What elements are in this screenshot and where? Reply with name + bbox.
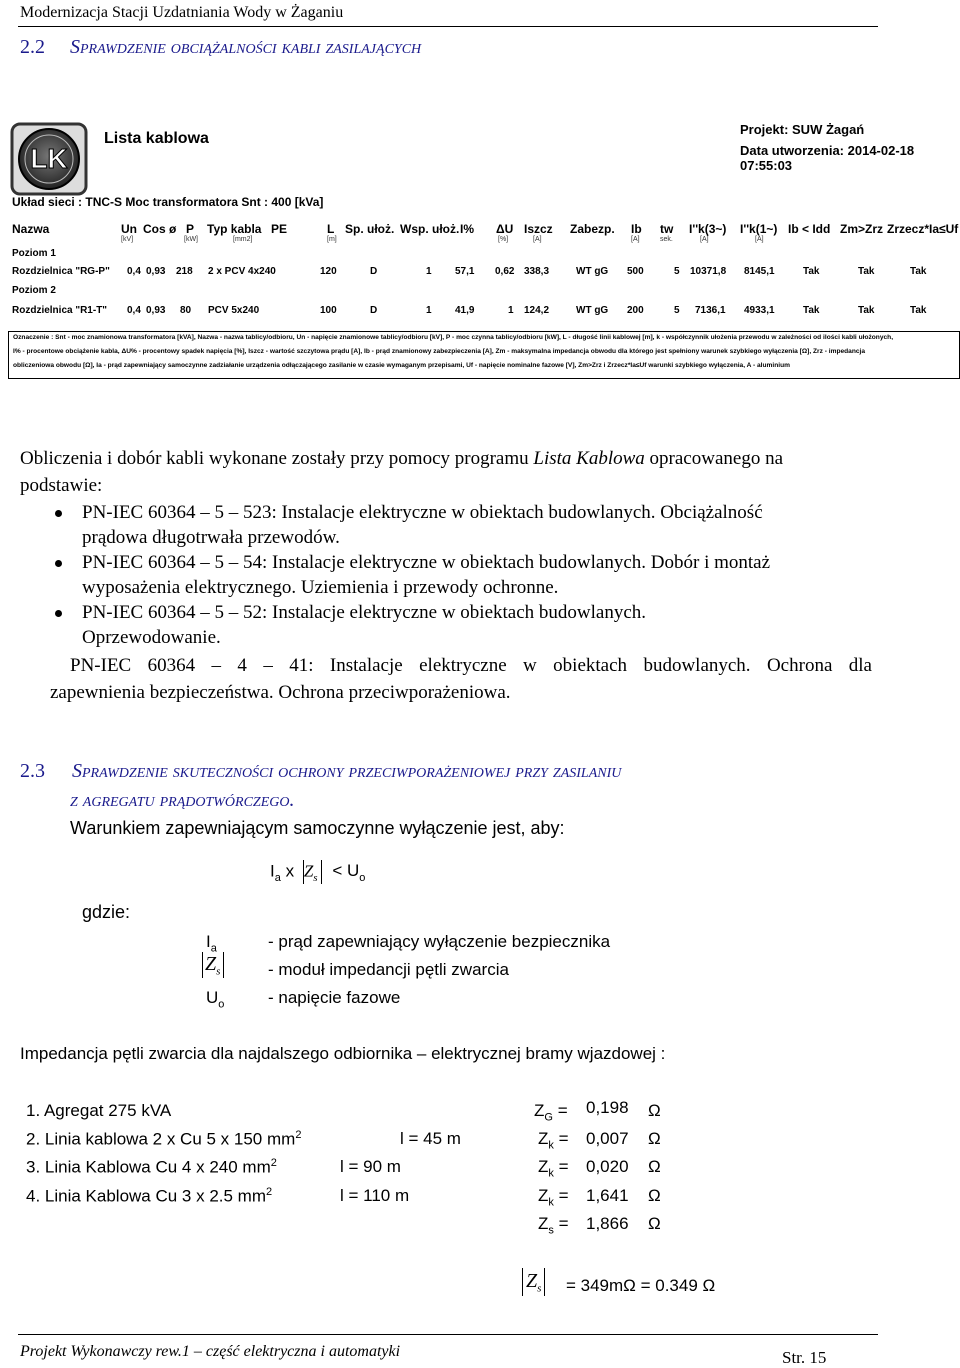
col-cos: Cos ø: [143, 222, 177, 236]
report-network-system: Układ sieci : TNC-S Moc transformatora Snt : 400 [kVa]: [12, 195, 324, 209]
col-wsp-uloz: Wsp. ułoż.: [400, 222, 460, 236]
row2-ipct: 41,9: [455, 305, 475, 316]
unit-tw: sek.: [660, 236, 673, 243]
intro-paragraph: [20, 446, 880, 472]
item-4-z-sub: k: [548, 1196, 554, 1209]
formula-x: x: [285, 861, 295, 881]
final-z-sub: s: [537, 1282, 542, 1295]
standard-523-line-2: prądowa długotrwała przewodów.: [82, 527, 340, 548]
row1-wsp: 1: [426, 266, 432, 277]
row1-cable: 2 x PCV 4x240: [208, 266, 276, 277]
zs-bar-right: [223, 952, 224, 978]
col-un: Un: [121, 222, 137, 236]
formula-i-sub: a: [274, 871, 281, 884]
item-3-z-symbol: Z: [538, 1157, 549, 1176]
item-sum-eq: =: [558, 1214, 569, 1233]
unit-ik1: [A]: [755, 236, 764, 243]
item-3-text: 3. Linia Kablowa Cu 4 x 240 mm: [26, 1157, 271, 1177]
row1-zrzecz: Tak: [910, 266, 927, 277]
item-1-eq: =: [557, 1101, 568, 1120]
level-1-label: Poziom 1: [12, 248, 56, 259]
symbol-ia-i: I: [206, 932, 211, 951]
item-4-length: l = 110 m: [340, 1186, 410, 1205]
row1-zabezp: WT gG: [576, 266, 609, 277]
col-iszcz: Iszcz: [524, 222, 553, 236]
standard-52-line-1: PN-IEC 60364 – 5 – 52: Instalacje elektryczne w obiektach budowlanych.: [82, 602, 647, 623]
item-sum-z-sub: s: [548, 1224, 554, 1237]
logo-text: LK: [30, 143, 68, 174]
footer-rule: [18, 1334, 878, 1335]
unit-un: [kV]: [121, 236, 134, 243]
item-2-sup: 2: [295, 1129, 302, 1141]
program-name: Lista Kablowa: [533, 448, 645, 469]
final-result: = 349mΩ = 0.349 Ω: [566, 1276, 716, 1295]
item-2-text: 2. Linia kablowa 2 x Cu 5 x 150 mm: [26, 1129, 296, 1149]
formula-lt-u: < U: [332, 861, 360, 881]
definition-uo: - napięcie fazowe: [268, 988, 401, 1007]
standard-523-line-1: PN-IEC 60364 – 5 – 523: Instalacje elektryczne w obiektach budowlanych. Obciążalność: [82, 502, 763, 523]
item-1-label: 1. Agregat 275 kVA: [26, 1101, 172, 1120]
row2-zabezp: WT gG: [576, 305, 609, 316]
item-3-sup: 2: [270, 1157, 277, 1169]
zs-sub: s: [216, 965, 221, 978]
final-z: Z: [526, 1269, 538, 1292]
report-project: Projekt: SUW Żagań: [740, 122, 865, 137]
item-4-label: [26, 1186, 272, 1207]
row2-wsp: 1: [426, 305, 432, 316]
row1-ik3: 10371,8: [690, 266, 727, 277]
row1-p: 218: [176, 266, 193, 277]
col-nazwa: Nazwa: [12, 222, 50, 236]
definition-ia: - prąd zapewniający wyłączenie bezpiecznika: [268, 932, 611, 951]
row2-ik3: 7136,1: [695, 305, 726, 316]
symbol-uo-sub: o: [218, 998, 225, 1011]
item-4-unit: Ω: [648, 1186, 661, 1205]
item-4-eq: =: [558, 1186, 569, 1205]
item-sum-z: [538, 1214, 569, 1236]
item-1-z-symbol: Z: [534, 1101, 545, 1120]
row2-du: 1: [508, 305, 514, 316]
row1-un: 0,4: [127, 266, 141, 277]
item-2-z-sub: k: [548, 1139, 554, 1152]
bullet-3: [55, 610, 62, 617]
item-sum-unit: Ω: [648, 1214, 661, 1233]
row2-zm-zrz: Tak: [858, 305, 875, 316]
page-number: Str. 15: [782, 1348, 827, 1367]
symbol-ia-sub: a: [210, 942, 217, 955]
item-sum-value: 1,866: [586, 1214, 629, 1233]
col-typ-kabla: Typ kabla: [207, 222, 262, 236]
col-sp-uloz: Sp. ułoż.: [345, 222, 395, 236]
final-zs: [522, 1268, 545, 1296]
item-2-eq: =: [558, 1129, 569, 1148]
symbol-uo: [206, 988, 224, 1010]
unit-typ: [mm2]: [233, 236, 253, 243]
bullet-1: [55, 510, 62, 517]
col-ib: Ib: [631, 222, 642, 236]
report-title: Lista kablowa: [104, 130, 209, 147]
logo-graphic: [10, 122, 88, 196]
standard-41-line-1: PN-IEC 60364 – 4 – 41: Instalacje elektryczne w obiektach budowlanych. Ochrona dla: [70, 655, 872, 676]
item-2-label: [26, 1129, 301, 1150]
standard-54-line-2: wyposażenia elektrycznego. Uziemienia i przewody ochronne.: [82, 577, 559, 598]
intro-text-2: opracowanego na: [644, 448, 784, 469]
zs-bar-left: [202, 952, 203, 978]
col-tw: tw: [660, 222, 674, 236]
standard-41-line-2: zapewnienia bezpieczeństwa. Ochrona przeciwporażeniowa.: [50, 682, 511, 703]
row2-ib: 200: [627, 305, 644, 316]
row1-ik1: 8145,1: [744, 266, 775, 277]
unit-p: [kW]: [184, 236, 198, 243]
item-3-unit: Ω: [648, 1157, 661, 1176]
row1-sp: D: [370, 266, 378, 277]
col-zabezp: Zabezp.: [570, 222, 615, 236]
item-2-value: 0,007: [586, 1129, 629, 1148]
item-2-length: l = 45 m: [400, 1129, 461, 1148]
col-zrzecz: Zrzecz*Ia≤Uf: [887, 222, 959, 236]
standard-54-line-1: PN-IEC 60364 – 5 – 54: Instalacje elektryczne w obiektach budowlanych. Dobór i montaż: [82, 552, 771, 573]
row2-ik1: 4933,1: [744, 305, 775, 316]
row1-iszcz: 338,3: [524, 266, 550, 277]
final-bar-right: [544, 1268, 545, 1296]
row2-tw: 5: [674, 305, 680, 316]
item-3-length: l = 90 m: [340, 1157, 401, 1176]
definition-zs: - moduł impedancji pętli zwarcia: [268, 960, 509, 979]
row1-l: 120: [320, 266, 337, 277]
item-4-text: 4. Linia Kablowa Cu 3 x 2.5 mm: [26, 1186, 267, 1206]
symbol-zs: [202, 952, 224, 978]
row2-p: 80: [180, 305, 192, 316]
unit-du: [%]: [498, 236, 509, 243]
row2-iszcz: 124,2: [524, 305, 550, 316]
row1-ipct: 57,1: [455, 266, 475, 277]
header-rule: [18, 26, 878, 27]
item-4-value: 1,641: [586, 1186, 629, 1205]
item-sum-z-symbol: Z: [538, 1214, 549, 1233]
section-heading-line-2: z agregatu prądotwórczego.: [70, 789, 295, 811]
formula-z: Z: [303, 861, 314, 881]
row2-name: Rozdzielnica "R1-T": [12, 305, 108, 316]
formula-u-sub: o: [359, 871, 366, 884]
report-date: Data utworzenia: 2014-02-18 07:55:03: [740, 143, 915, 173]
row1-zm-zrz: Tak: [858, 266, 875, 277]
col-i-percent: I%: [460, 222, 475, 236]
item-1-z: [534, 1101, 568, 1123]
item-4-z-symbol: Z: [538, 1186, 549, 1205]
unit-l: [m]: [327, 236, 337, 243]
legend-line-1: Oznaczenie : Snt - moc znamionowa transformatora [kVA], Nazwa - nazwa tablicy/odbioru, Un - napięcie znamionowe tablicy/odbioru [kV], P - moc czynna tablicy/odbioru [kW], L - długość linii kablowej [m], k - współczynnik ułożenia przewodu w zależności od ilości kabli ułożonych,: [13, 334, 894, 341]
report-legend: [8, 331, 960, 379]
col-ib-idd: Ib < Idd: [788, 222, 831, 236]
condition-text: Warunkiem zapewniającym samoczynne wyłączenie jest, aby:: [70, 818, 565, 838]
item-2-z: [538, 1129, 569, 1151]
standard-52-line-2: Oprzewodowanie.: [82, 627, 221, 648]
row1-ib-idd: Tak: [803, 266, 820, 277]
col-ik1: I''k(1~): [740, 222, 778, 236]
legend-line-3: obliczeniowa obwodu [Ω], Ia - prąd zapewniający samoczynne zadziałanie urządzenia odłączającego zasilanie w czasie wymaganym przepisami, Uf - napięcie nominalne fazowe [V], Zm>Zrz i Zrzecz*Ia≤Uf warunki szybkiego wyłączenia, A - aluminium: [13, 362, 790, 369]
row2-l: 100: [320, 305, 337, 316]
bullet-2: [55, 560, 62, 567]
level-2-label: Poziom 2: [12, 285, 56, 296]
footer-project: Projekt Wykonawczy rew.1 – część elektryczna i automatyki: [20, 1343, 401, 1360]
item-3-z: [538, 1157, 569, 1179]
item-1-value: 0,198: [586, 1098, 629, 1117]
formula-i: I: [270, 861, 275, 881]
abs-bar-right: [321, 860, 322, 884]
row1-cos: 0,93: [146, 266, 166, 277]
item-3-eq: =: [558, 1157, 569, 1176]
row1-du: 0,62: [495, 266, 515, 277]
gdzie-label: gdzie:: [82, 902, 131, 922]
item-3-value: 0,020: [586, 1157, 629, 1176]
item-4-z: [538, 1186, 569, 1208]
row2-cos: 0,93: [146, 305, 166, 316]
section-2-2-title: [20, 36, 421, 59]
formula-z-sub: s: [313, 871, 318, 884]
impedance-intro: Impedancja pętli zwarcia dla najdalszego odbiornika – elektrycznej bramy wjazdowej :: [20, 1044, 666, 1063]
running-header: Modernizacja Stacji Uzdatniania Wody w Żaganiu: [20, 4, 344, 21]
section-heading: Sprawdzenie obciążalności kabli zasilających: [70, 36, 422, 58]
col-zm-zrz: Zm>Zrz: [840, 222, 884, 236]
row2-un: 0,4: [127, 305, 141, 316]
row2-sp: D: [370, 305, 378, 316]
row2-cable: PCV 5x240: [208, 305, 260, 316]
item-1-z-sub: G: [544, 1111, 553, 1124]
section-2-3-title: [20, 760, 621, 783]
section-heading-line-1: Sprawdzenie skuteczności ochrony przeciwporażeniowej przy zasilaniu: [72, 760, 622, 782]
row2-zrzecz: Tak: [910, 305, 927, 316]
section-number: 2.2: [20, 36, 45, 58]
intro-line-2: podstawie:: [20, 475, 103, 496]
item-1-unit: Ω: [648, 1101, 661, 1120]
row1-ib: 500: [627, 266, 644, 277]
row1-name: Rozdzielnica "RG-P": [12, 266, 110, 277]
lista-kablowa-logo: [10, 122, 88, 196]
symbol-uo-u: U: [206, 988, 219, 1007]
item-3-label: [26, 1157, 277, 1178]
item-4-sup: 2: [266, 1186, 273, 1198]
item-2-unit: Ω: [648, 1129, 661, 1148]
final-bar-left: [522, 1268, 523, 1296]
col-pe: PE: [271, 222, 288, 236]
col-delta-u: ΔU: [496, 222, 514, 236]
section-number: 2.3: [20, 760, 45, 782]
col-l: L: [327, 222, 335, 236]
zs-z: Z: [205, 952, 217, 975]
protection-formula: [270, 860, 365, 884]
item-2-z-symbol: Z: [538, 1129, 549, 1148]
unit-ib: [A]: [631, 236, 640, 243]
intro-text-1: Obliczenia i dobór kabli wykonane zostały przy pomocy programu: [20, 448, 534, 469]
col-p: P: [186, 222, 195, 236]
legend-line-2: I% - procentowe obciążenie kabla, ΔU% - procentowy spadek napięcia [%], Iszcz - wartość szczytowa prądu [A], Ib - prąd znamionowy zabezpieczenia [A], Zm - maksymalna impedancja obwodu dla którego jest spełniony warunek szybkiego wyłączenia [Ω], Zrz - impedancja: [13, 348, 866, 355]
row1-tw: 5: [674, 266, 680, 277]
row2-ib-idd: Tak: [803, 305, 820, 316]
unit-iszcz: [A]: [533, 236, 542, 243]
item-3-z-sub: k: [548, 1167, 554, 1180]
unit-ik3: [A]: [700, 236, 709, 243]
col-ik3: I''k(3~): [689, 222, 727, 236]
